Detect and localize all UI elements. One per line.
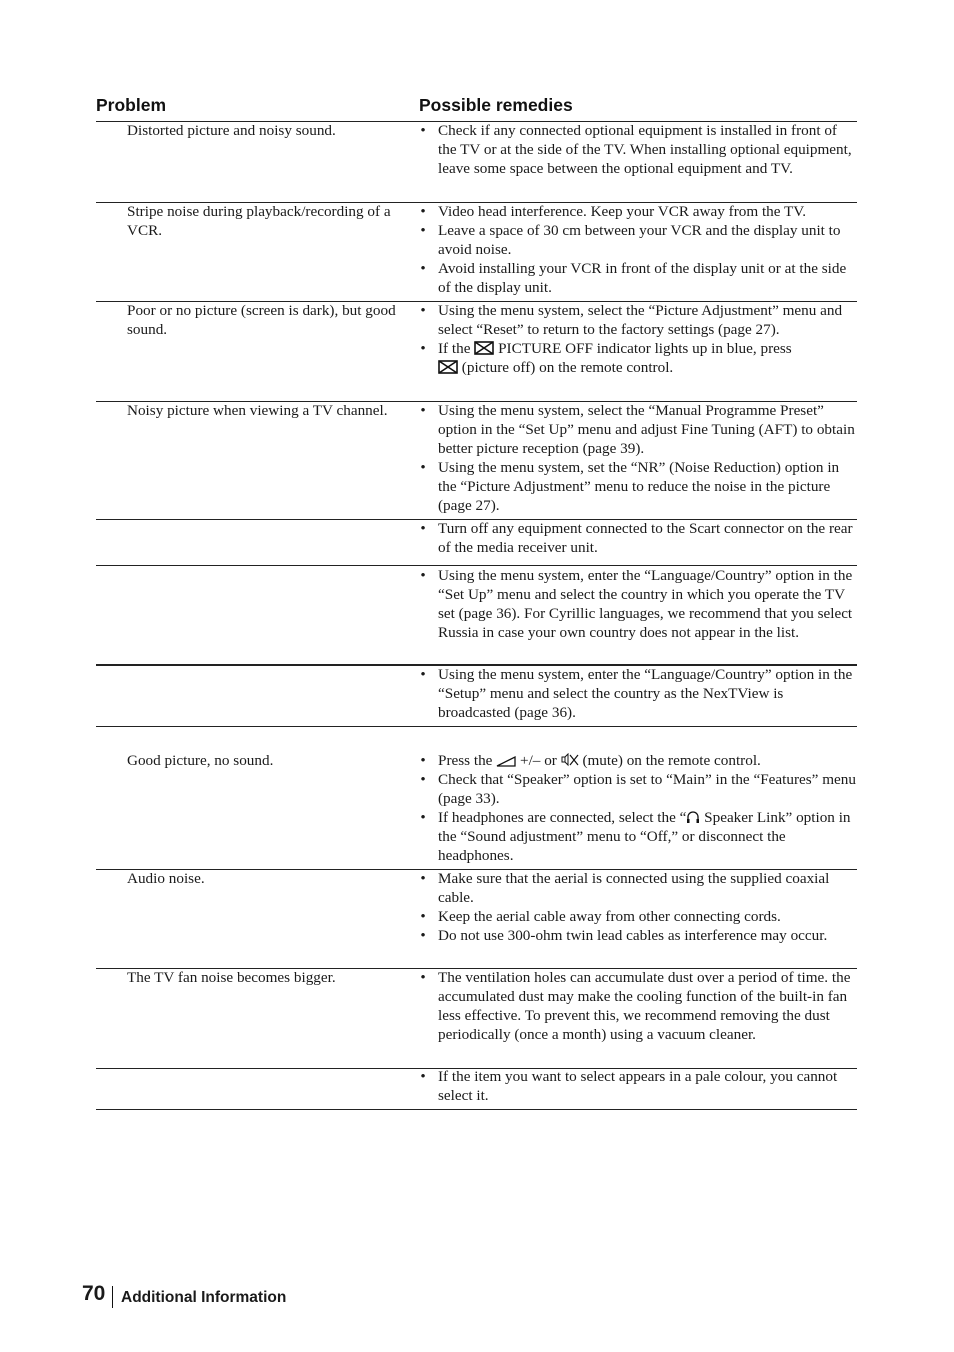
problem-text: Poor or no picture (screen is dark), but good sound. <box>127 302 396 338</box>
remedy-list <box>418 566 858 642</box>
problem-text: The TV fan noise becomes bigger. <box>127 969 336 986</box>
remedy-list <box>418 301 858 377</box>
remedy-item: • Using the menu system, select the “Picture Adjustment” menu and select “Reset” to return to the factory settings (page 27). <box>420 302 843 338</box>
problem-text: Noisy picture when viewing a TV channel. <box>127 402 388 419</box>
remedy-list <box>418 968 858 1044</box>
remedy-list <box>418 519 858 557</box>
remedy-list <box>418 1067 858 1105</box>
mute-icon <box>561 753 579 767</box>
footer-section-title: Additional Information <box>121 1289 287 1306</box>
remedy-item: • Turn off any equipment connected to the Scart connector on the rear of the media receiver unit. <box>420 520 853 556</box>
remedy-item: • Using the menu system, select the “Manual Programme Preset” option in the “Set Up” menu and adjust Fine Tuning (AFT) to obtain better picture reception (page 39). <box>420 402 855 457</box>
remedy-item: • Do not use 300-ohm twin lead cables as interference may occur. <box>420 927 828 944</box>
remedies-column-header: Possible remedies <box>419 95 573 115</box>
volume-icon <box>496 755 516 767</box>
remedy-item: • Avoid installing your VCR in front of the display unit or at the side of the display unit. <box>420 260 847 296</box>
remedy-list <box>418 751 858 865</box>
problem-text: Stripe noise during playback/recording of a VCR. <box>127 203 391 239</box>
table-bottom-rule <box>96 1109 857 1110</box>
remedy-item: • Using the menu system, enter the “Language/Country” option in the “Set Up” menu and select the country in which you operate the TV set (page 36). For Cyrillic languages, we recommend that you select Russia in case your own country does not appear in the list. <box>420 567 853 641</box>
footer-divider <box>112 1286 113 1308</box>
remedy-item: • Using the menu system, enter the “Language/Country” option in the “Setup” menu and select the country as the NexTView is broadcasted (page 36). <box>420 666 853 721</box>
page-number: 70 <box>82 1282 106 1305</box>
remedy-item: • Using the menu system, set the “NR” (Noise Reduction) option in the “Picture Adjustment” menu to reduce the noise in the picture (page 27). <box>420 459 840 514</box>
remedy-item: • The ventilation holes can accumulate dust over a period of time. the accumulated dust may make the cooling function of the built-in fan less effective. To prevent this, we recommend removing the dust periodically (once a month) using a vacuum cleaner. <box>420 969 851 1043</box>
remedy-list <box>418 869 858 945</box>
problem-text: Good picture, no sound. <box>127 752 274 769</box>
remedy-item: • Make sure that the aerial is connected using the supplied coaxial cable. <box>420 870 830 906</box>
remedy-item: • Check that “Speaker” option is set to “Main” in the “Features” menu (page 33). <box>420 771 856 807</box>
remedy-list <box>418 121 858 178</box>
remedy-item: • Leave a space of 30 cm between your VCR and the display unit to avoid noise. <box>420 222 841 258</box>
remedy-item: • If headphones are connected, select the “ Speaker Link” option in the “Sound adjustment” menu to “Off,” or disconnect the headphones. <box>420 809 851 864</box>
picture-off-icon <box>474 341 494 355</box>
remedy-list <box>418 401 858 515</box>
remedy-item: • If the PICTURE OFF indicator lights up in blue, press (picture off) on the remote control. <box>420 340 792 376</box>
remedy-list <box>418 665 858 722</box>
row-divider <box>96 726 857 727</box>
picture-off-icon <box>438 360 458 374</box>
headphones-icon <box>686 810 700 824</box>
problem-text: Audio noise. <box>127 870 205 887</box>
remedy-item: • Keep the aerial cable away from other connecting cords. <box>420 908 781 925</box>
remedy-item: • Press the +/– or (mute) on the remote control. <box>420 752 761 769</box>
remedy-list <box>418 202 858 297</box>
remedy-item: • If the item you want to select appears in a pale colour, you cannot select it. <box>420 1068 838 1104</box>
problem-text: Distorted picture and noisy sound. <box>127 122 336 139</box>
remedy-item: • Check if any connected optional equipment is installed in front of the TV or at the side of the TV. When installing optional equipment, leave some space between the optional equipment and TV. <box>420 122 852 177</box>
remedy-item: • Video head interference. Keep your VCR away from the TV. <box>420 203 807 220</box>
problem-column-header: Problem <box>96 95 167 115</box>
